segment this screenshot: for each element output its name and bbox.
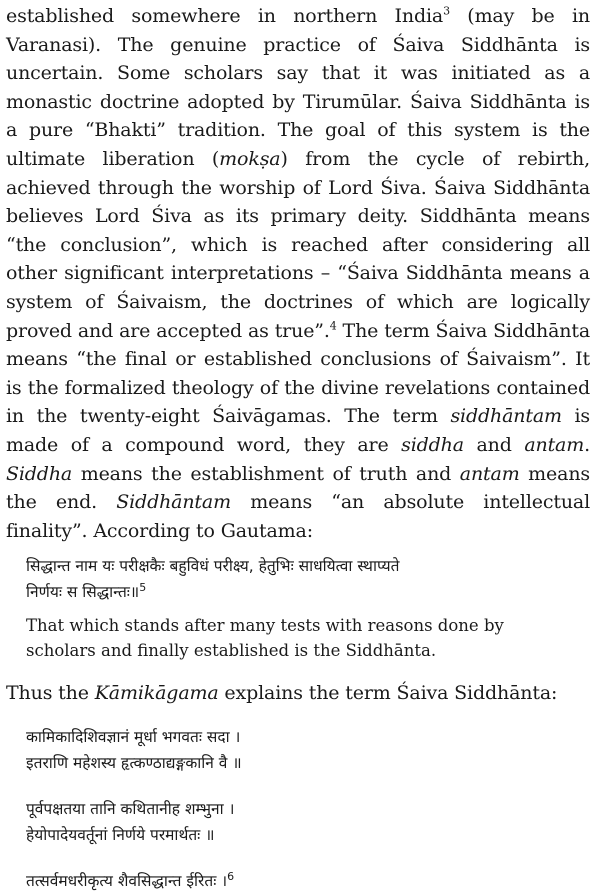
spacer [6,663,590,679]
verse-line: इतराणि महेशस्य हृत्कण्ठाद्यङ्गकानि वै ॥ [26,753,242,772]
sanskrit-verses-kamikagama [6,724,590,894]
spacer [6,776,590,796]
verse-line [6,868,590,894]
italic-term: siddha [401,433,464,456]
italic-term: siddhāntam [450,405,562,428]
italic-term: Siddhāntam [116,491,231,514]
spacer [6,848,590,868]
italic-term: Kāmikāgama [94,682,219,705]
verse-line: हेयोपादेयवर्तूनां निर्णये परमार्थतः ॥ [26,825,215,844]
sanskrit-quote-gautama [6,553,590,605]
text-run: Thus the [6,682,95,705]
text-run: established somewhere in northern India [6,5,444,27]
italic-term: antam [459,462,520,485]
sanskrit-text: निर्णयः स सिद्धान्तः॥ [26,583,140,602]
spacer [6,605,590,613]
verse-text: तत्सर्वमधरीकृत्य शैवसिद्धान्त ईरितः । [26,871,228,890]
verse-line: कामिकादिशिवज्ञानं मूर्धा भगवतः सदा । [26,727,241,746]
text-run: explains the term Śaiva Siddhānta: [218,682,558,705]
italic-term: antam [524,433,585,456]
text-run: means the establishment of truth and [72,462,460,485]
italic-term: Siddha [6,462,73,485]
translation-text: That which stands after many tests with reasons done by scholars and finally established is the Siddhānta. [26,616,504,661]
text-run: ) from the cycle of rebirth, achieved through the worship of Lord Śiva. Śaiva Siddhānta believes Lord Śiva as its primary deity. Siddhānta means “the conclusion”, which is reached after considering all other significant interpretations – “Śaiva Siddhānta means a system of Śaivaism, the doctrines of which are logically proved and are accepted as true”. [6,147,590,342]
text-run: . [584,433,590,456]
main-paragraph [6,2,590,545]
italic-term: mokṣa [219,147,281,170]
text-run: means the end. [6,462,591,514]
text-run: means “an absolute intellectual finality”. According to Gautama: [6,491,591,542]
kamikagama-intro [6,679,590,708]
footnote-marker[interactable]: 5 [139,581,147,595]
verse-line: पूर्वपक्षतया तानि कथितानीह शम्भुना । [26,799,235,818]
sanskrit-line [6,579,590,605]
footnote-marker[interactable]: 4 [329,319,337,333]
footnote-marker[interactable]: 6 [227,869,235,883]
sanskrit-line: सिद्धान्त नाम यः परीक्षकैः बहुविधं परीक्ष्य, हेतुभिः साधयित्वा स्थाप्यते [26,557,400,576]
text-run: is made of a compound word, they are [6,405,591,456]
footnote-marker[interactable]: 3 [443,4,450,18]
spacer [6,708,590,724]
spacer [6,545,590,553]
text-run: (may be in Varanasi). The genuine practice of Śaiva Siddhānta is uncertain. Some scholars say that it was initiated as a monastic doctrine adopted by Tirumūlar. Śaiva Siddhānta is a pure “Bhakti” tradition. The goal of this system is the ultimate liberation ( [6,5,590,170]
text-run: The term Śaiva Siddhānta means “the final or established conclusions of Śaivaism”. It is the formalized theology of the divine revelations contained in the twenty-eight Śaivāgamas. The term [6,319,590,428]
text-run: and [463,433,525,456]
